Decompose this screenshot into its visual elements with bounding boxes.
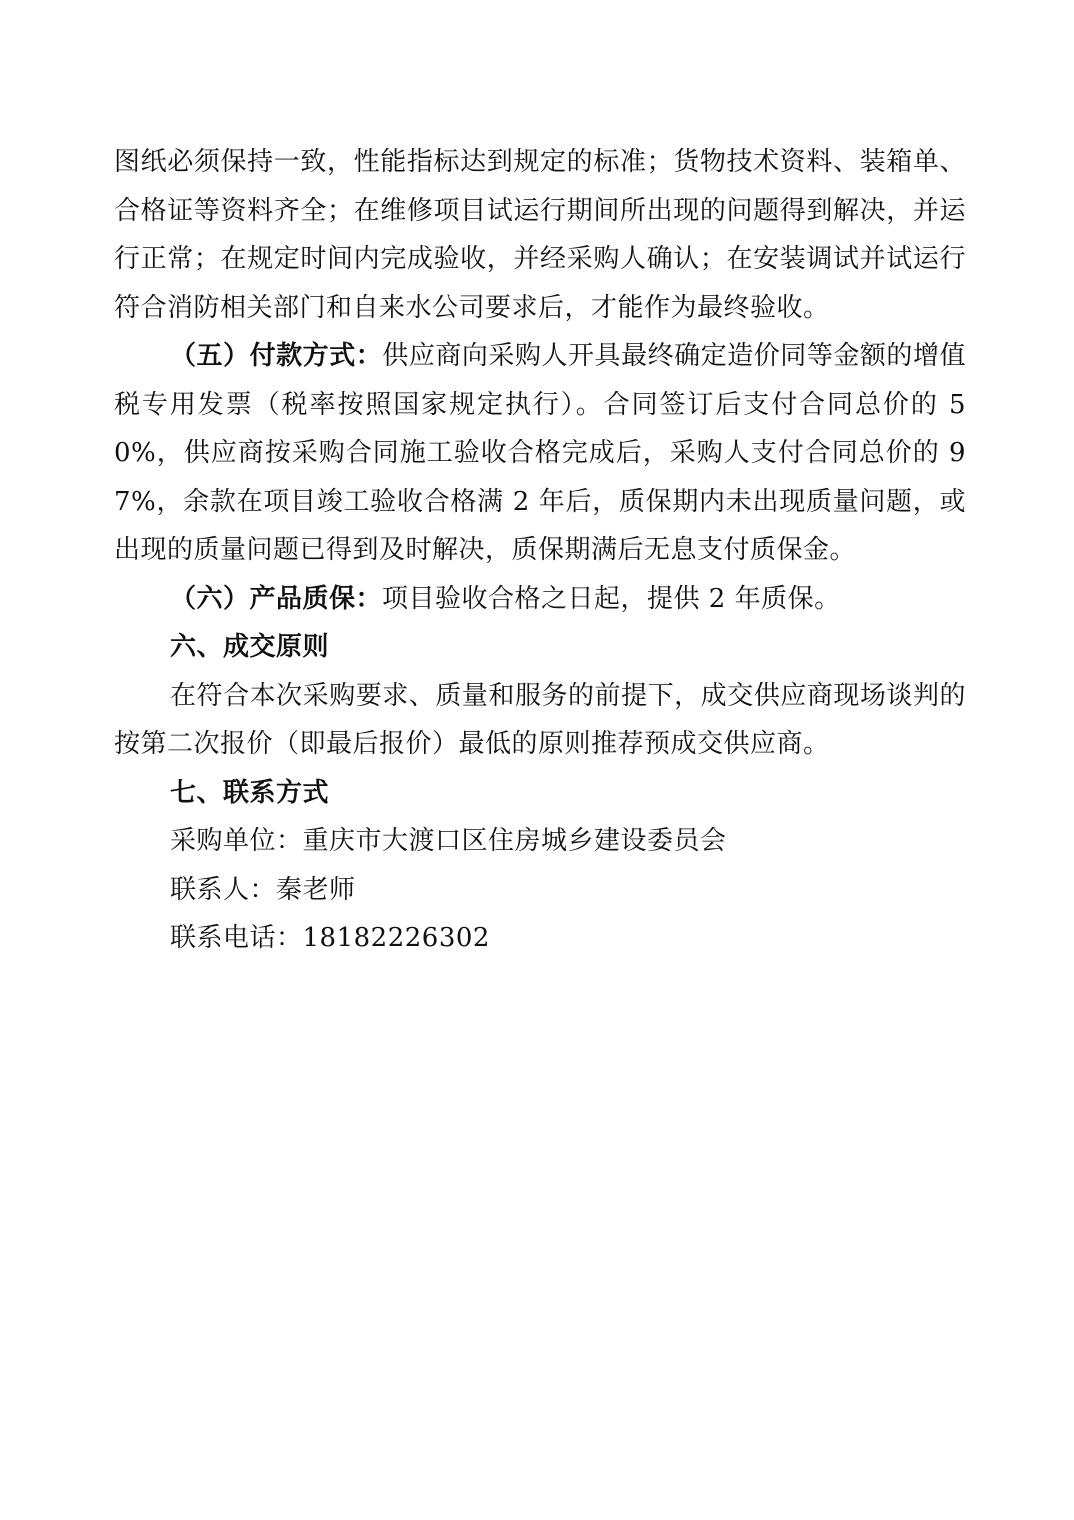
payment-label: （五）付款方式： [170,341,383,371]
payment-paragraph [114,332,966,575]
contact-unit: 采购单位：重庆市大渡口区住房城乡建设委员会 [170,826,727,856]
warranty-label: （六）产品质保： [170,583,383,614]
section-heading-7: 七、联系方式 [170,777,330,808]
contact-person: 联系人：秦老师 [170,874,356,905]
acceptance-paragraph: 图纸必须保持一致，性能指标达到规定的标准；货物技术资料、装箱单、合格证等资料齐全；在维修项目试运行期间所出现的问题得到解决，并运行正常；在规定时间内完成验收，并经采购人确认；在安装调试并试运行符合消防相关部门和自来水公司要求后，才能作为最终验收。 [114,147,966,323]
payment-text: 供应商向采购人开具最终确定造价同等金额的增值税专用发票（税率按照国家规定执行）。合同签订后支付合同总价的 50%，供应商按采购合同施工验收合格完成后，采购人支付合同总价的 97%，余款在项目竣工验收合格满 2 年后，质保期内未出现质量问题，或出现的质量问题已得到及时解决，质保期满后无息支付质保金。 [114,341,966,565]
principle-paragraph: 在符合本次采购要求、质量和服务的前提下，成交供应商现场谈判的按第二次报价（即最后报价）最低的原则推荐预成交供应商。 [114,680,966,759]
warranty-paragraph [114,575,966,624]
warranty-text: 项目验收合格之日起，提供 2 年质保。 [382,583,841,614]
section-heading-6: 六、成交原则 [170,632,330,662]
contact-phone: 联系电话：18182226302 [170,923,490,953]
document-body [114,138,966,963]
